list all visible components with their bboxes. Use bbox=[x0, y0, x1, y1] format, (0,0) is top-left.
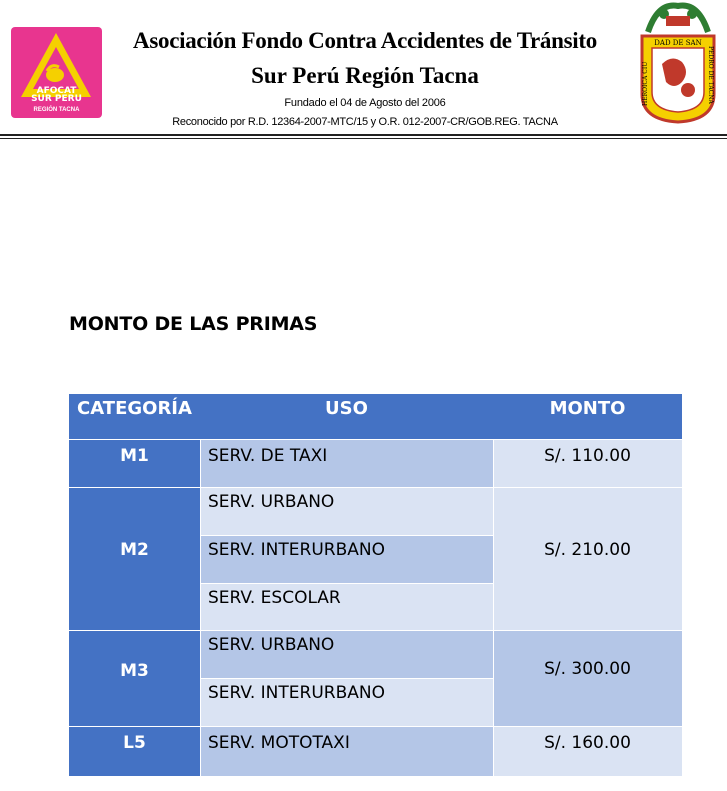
category-m2: M2 bbox=[69, 488, 200, 631]
grid-line bbox=[69, 630, 682, 631]
grid-line bbox=[200, 583, 493, 584]
table-row-use: SERV. DE TAXI bbox=[200, 440, 493, 488]
logo-text-afocat: AFOCAT bbox=[36, 86, 77, 96]
afocat-triangle-icon bbox=[11, 27, 102, 118]
seal-text-top: DAD DE SAN bbox=[654, 39, 702, 47]
grid-line bbox=[200, 535, 493, 536]
table-row-use: SERV. ESCOLAR bbox=[200, 584, 493, 631]
amount-l5: S/. 160.00 bbox=[493, 727, 682, 776]
column-header-monto: MONTO bbox=[493, 394, 682, 440]
amount-m3: S/. 300.00 bbox=[493, 631, 682, 727]
category-m3: M3 bbox=[69, 631, 200, 727]
column-header-uso: USO bbox=[200, 394, 493, 440]
column-header-categoria: CATEGORÍA bbox=[69, 394, 200, 440]
tacna-coat-of-arms-icon bbox=[638, 2, 718, 124]
grid-line bbox=[493, 440, 494, 776]
grid-line bbox=[69, 487, 682, 488]
recognized-text: Reconocido por R.D. 12364-2007-MTC/15 y O.R. 012-2007-CR/GOB.REG. TACNA bbox=[172, 116, 558, 128]
amount-m1: S/. 110.00 bbox=[493, 440, 682, 488]
title-line-1: Asociación Fondo Contra Accidentes de Tránsito bbox=[133, 28, 597, 53]
table-row-use: SERV. URBANO bbox=[200, 631, 493, 679]
section-title: MONTO DE LAS PRIMAS bbox=[69, 313, 318, 335]
seal-text-left: HEROICA CIU bbox=[642, 61, 649, 106]
category-m1: M1 bbox=[69, 440, 200, 488]
table-row-use: SERV. INTERURBANO bbox=[200, 679, 493, 727]
amount-m2: S/. 210.00 bbox=[493, 488, 682, 631]
logo-text-sur-peru: SUR PERU bbox=[31, 94, 82, 104]
tacna-seal bbox=[638, 2, 718, 124]
table-row-use: SERV. URBANO bbox=[200, 488, 493, 536]
header-divider-thick bbox=[0, 134, 727, 136]
title-line-2: Sur Perú Región Tacna bbox=[251, 63, 479, 88]
header-divider-thin bbox=[0, 138, 727, 139]
category-l5: L5 bbox=[69, 727, 200, 776]
founded-text: Fundado el 04 de Agosto del 2006 bbox=[284, 97, 446, 109]
table-row-use: SERV. INTERURBANO bbox=[200, 536, 493, 584]
document-header bbox=[0, 0, 727, 140]
grid-line bbox=[200, 440, 201, 776]
premiums-table bbox=[69, 394, 682, 776]
grid-line bbox=[69, 439, 682, 440]
afocat-logo bbox=[11, 27, 102, 118]
seal-text-right: PEDRO DE TACNA bbox=[707, 46, 714, 104]
table-row-use: SERV. MOTOTAXI bbox=[200, 727, 493, 776]
grid-line bbox=[200, 678, 493, 679]
logo-text-region: REGIÓN TACNA bbox=[33, 107, 80, 113]
grid-line bbox=[69, 726, 682, 727]
